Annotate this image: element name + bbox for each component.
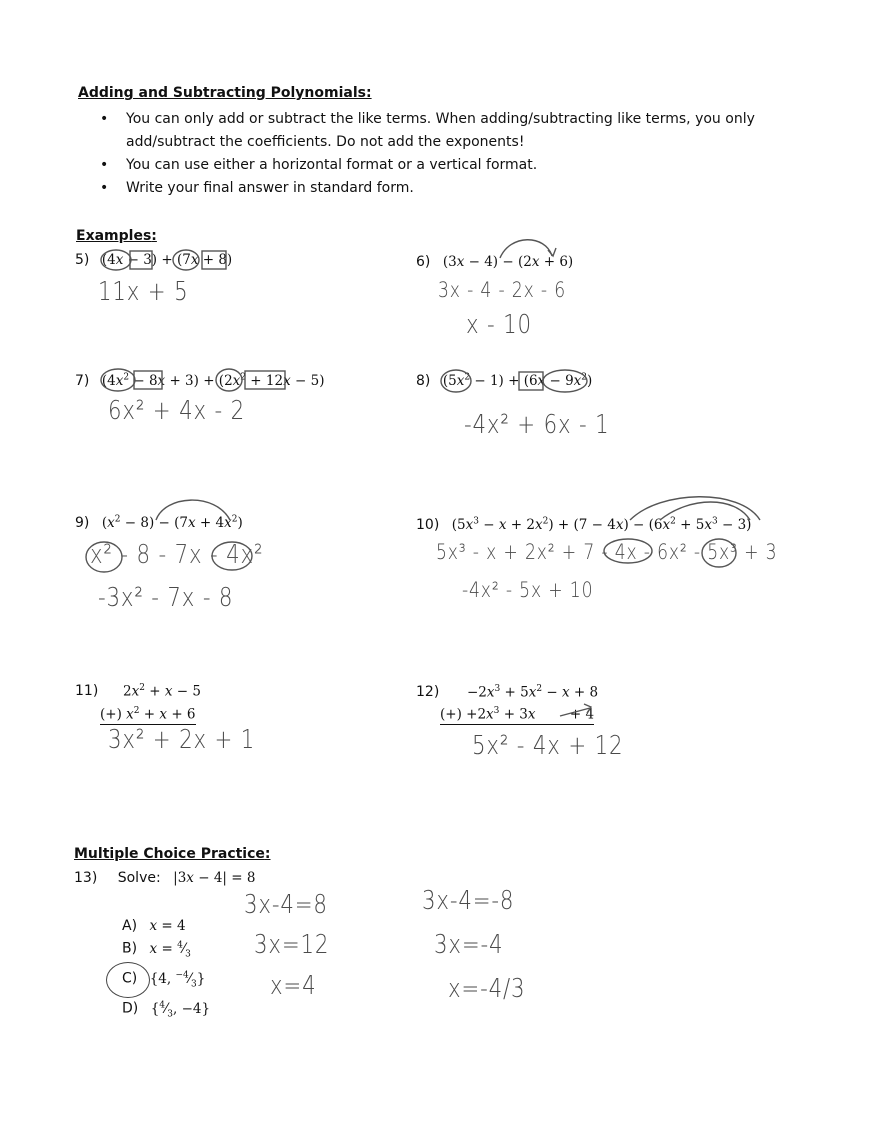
example-5-expression: (4x − 3) + (7x + 8) xyxy=(101,252,233,268)
example-8-expression: $(5x^2 - 1) + (6x - 9x^2)$ xyxy=(442,372,593,389)
example-10-work: 5x³ - x + 2x² + 7 - 4x - 6x² - 5x³ + 3 xyxy=(436,540,778,564)
section-heading-polynomials: Adding and Subtracting Polynomials: xyxy=(78,85,372,101)
example-10-expression: $(5x^3 - x + 2x^2) + (7 - 4x) - (6x^2 + 5x^3 - 3)$ xyxy=(451,516,752,533)
example-12: 12) xyxy=(416,684,440,700)
example-5-answer: 11x + 5 xyxy=(98,277,189,307)
example-10-answer: -4x² - 5x + 10 xyxy=(462,578,594,602)
example-7-expression: $(4x^2 - 8x + 3) + (2x^2 + 12x - 5)$ xyxy=(101,372,325,389)
choice-d[interactable]: D) {$^4⁄_3$, −4} xyxy=(122,1000,211,1020)
q13-work-right-1: 3x-4=-8 xyxy=(422,886,515,916)
example-9-expression: $(x^2 - 8) - (7x + 4x^2)$ xyxy=(101,514,243,531)
section-heading-examples: Examples: xyxy=(76,228,157,244)
example-11-answer: 3x² + 2x + 1 xyxy=(108,725,256,755)
example-10: 10) $(5x^3 - x + 2x^2) + (7 - 4x) - (6x^2 + 5x^3 - 3)$ xyxy=(416,516,752,533)
example-6-answer: x - 10 xyxy=(466,310,532,340)
example-6: 6) (3x − 4) − (2x + 6) xyxy=(416,254,574,270)
example-9: 9) $(x^2 - 8) - (7x + 4x^2)$ xyxy=(75,514,243,531)
section-heading-multiple-choice: Multiple Choice Practice: xyxy=(74,846,271,862)
example-7-answer: 6x² + 4x - 2 xyxy=(108,396,245,426)
example-9-answer: -3x² - 7x - 8 xyxy=(98,583,234,613)
example-11-line-2: (+) $x^2 + x + 6$ xyxy=(100,706,196,723)
q13-work-left-3: x=4 xyxy=(270,971,317,1001)
example-12-line-1: $-2x^3 + 5x^2 - x + 8$ xyxy=(467,684,599,701)
example-6-expression: (3x − 4) − (2x + 6) xyxy=(442,254,574,270)
rule-item: • Write your final answer in standard form. xyxy=(100,177,780,200)
question-13-solve-label: Solve: xyxy=(117,870,161,886)
choice-c[interactable]: C) {4, $^{-4}⁄_3$} xyxy=(122,970,206,990)
choice-a[interactable]: A) x = 4 xyxy=(122,918,186,934)
question-13: 13) Solve: |3x − 4| = 8 xyxy=(74,870,256,886)
choice-b[interactable]: B) $x = ^4⁄_3$ xyxy=(122,940,191,960)
rule-item: • You can only add or subtract the like terms. When adding/subtracting like terms, you only add/subtract the coefficients. Do not add the exponents! xyxy=(100,108,780,154)
example-5: 5) (4x − 3) + (7x + 8) xyxy=(75,252,233,268)
example-11-line-1: $2x^2 + x - 5$ xyxy=(123,683,201,700)
rule-item: • You can use either a horizontal format or a vertical format. xyxy=(100,154,780,177)
example-8: 8) $(5x^2 - 1) + (6x - 9x^2)$ xyxy=(416,372,593,389)
selected-choice-circle xyxy=(106,962,150,998)
example-6-work: 3x - 4 - 2x - 6 xyxy=(438,278,566,302)
example-12-line-2: (+) $+2x^3 + 3x$ + 4 xyxy=(440,706,595,723)
q13-work-left-1: 3x-4=8 xyxy=(244,890,328,920)
example-11: 11) xyxy=(75,683,99,699)
q13-work-right-2: 3x=-4 xyxy=(434,930,504,960)
example-9-work: x² - 8 - 7x - 4x² xyxy=(90,540,264,570)
q13-work-left-2: 3x=12 xyxy=(254,930,330,960)
q13-work-right-3: x=-4/3 xyxy=(448,974,526,1004)
question-13-equation: |3x − 4| = 8 xyxy=(173,870,256,886)
example-12-answer: 5x² - 4x + 12 xyxy=(472,731,624,761)
example-8-answer: -4x² + 6x - 1 xyxy=(464,410,610,440)
example-7: 7) $(4x^2 - 8x + 3) + (2x^2 + 12x - 5)$ xyxy=(75,372,325,389)
rules-list xyxy=(100,108,780,200)
